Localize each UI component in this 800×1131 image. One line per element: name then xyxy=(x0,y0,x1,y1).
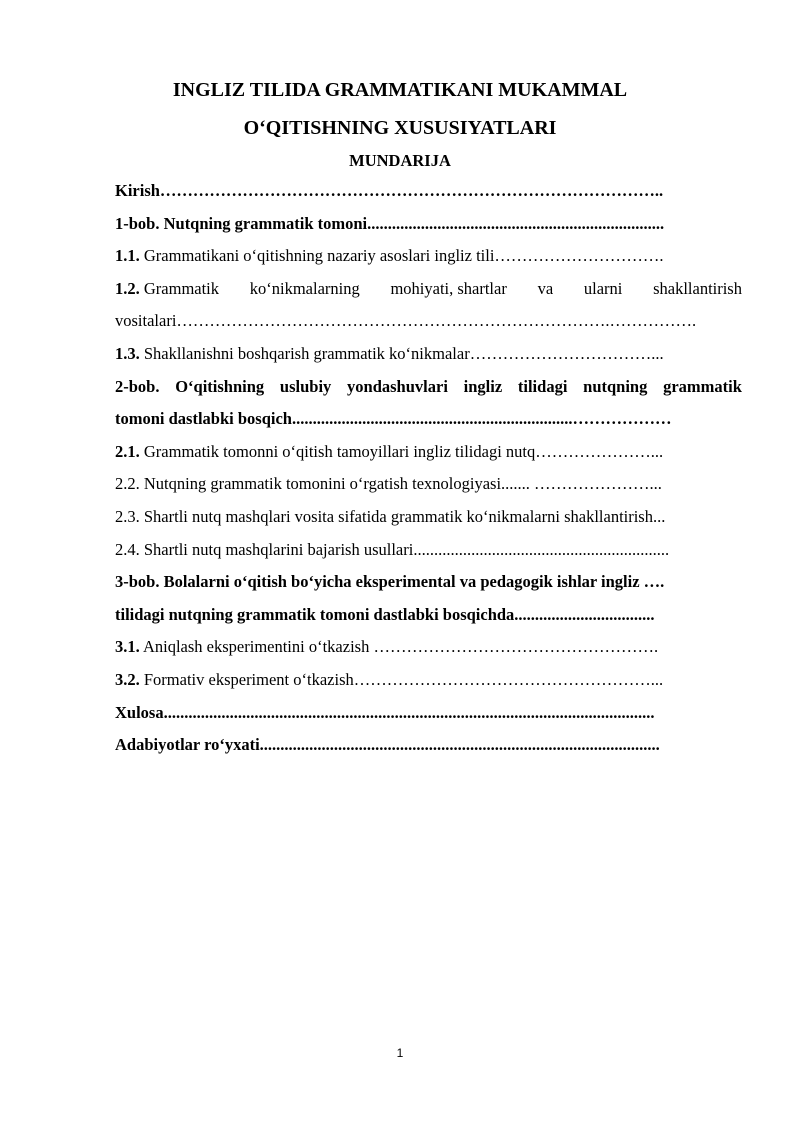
toc-word: O‘qitishning xyxy=(175,376,265,396)
document-title-line1: INGLIZ TILIDA GRAMMATIKANI MUKAMMAL xyxy=(172,79,628,101)
section-number: 3.1. xyxy=(115,637,140,657)
toc-entry-1-2-line2: vositalari…………………………………………………………………….……………. xyxy=(115,311,697,331)
toc-entry-chapter-2-line1 xyxy=(115,371,742,404)
toc-word: ko‘nikmalarning xyxy=(249,278,360,298)
section-title: Aniqlash eksperimentini o‘tkazish ……………………………………………. xyxy=(139,637,659,657)
section-number: 3.2. xyxy=(115,669,140,689)
table-of-contents xyxy=(115,175,742,762)
toc-word: shakllantirish xyxy=(653,278,742,298)
toc-entry-2-2: 2.2. Nutqning grammatik tomonini o‘rgatish texnologiyasi....... …………………... xyxy=(115,474,662,494)
toc-word: 1.2. Grammatik xyxy=(115,278,220,298)
toc-entry-2-3: 2.3. Shartli nutq mashqlari vosita sifatida grammatik ko‘nikmalarni shakllantirish... xyxy=(115,506,666,526)
section-title: Formativ eksperiment o‘tkazish………………………………………………... xyxy=(139,669,664,689)
section-number: 1.3. xyxy=(115,343,140,363)
toc-entry-chapter-1: 1-bob. Nutqning grammatik tomoni........................................................................ xyxy=(115,213,665,233)
document-title-line2: O‘QITISHNING XUSUSIYATLARI xyxy=(243,117,557,139)
toc-word: grammatik xyxy=(663,376,742,396)
section-number: 1.1. xyxy=(115,246,140,266)
toc-entry-3-1 xyxy=(115,631,742,664)
toc-heading: MUNDARIJA xyxy=(349,151,451,170)
toc-entry-1-1 xyxy=(115,240,742,273)
toc-word: ingliz xyxy=(463,376,503,396)
section-title: Grammatikani o‘qitishning nazariy asoslari ingliz tili…………………………. xyxy=(139,246,664,266)
toc-word: yondashuvlari xyxy=(347,376,448,396)
toc-entry-1-3 xyxy=(115,338,742,371)
toc-word: 2-bob. xyxy=(115,376,160,396)
section-title: Grammatik tomonni o‘qitish tamoyillari ingliz tilidagi nutq…………………... xyxy=(139,441,664,461)
toc-word: mohiyati, shartlar xyxy=(390,278,507,298)
toc-entry-3-2 xyxy=(115,664,742,697)
section-number: 1.2. xyxy=(115,278,140,298)
toc-entry-chapter-3-line1: 3-bob. Bolalarni o‘qitish bo‘yicha eksperimental va pedagogik ishlar ingliz …. xyxy=(115,572,665,592)
toc-entry-kirish: Kirish……………………………………………………………………………….. xyxy=(115,181,664,200)
toc-entry-2-1 xyxy=(115,436,742,469)
toc-entry-chapter-3-line2: tilidagi nutqning grammatik tomoni dastlabki bosqichda.................................. xyxy=(115,604,655,624)
toc-word: tilidagi xyxy=(517,376,568,396)
toc-entry-chapter-2-line2: tomoni dastlabki bosqich....................................................................……………… xyxy=(115,409,672,429)
toc-word: ularni xyxy=(583,278,623,298)
toc-word: va xyxy=(537,278,554,298)
section-number: 2.1. xyxy=(115,441,140,461)
toc-word: nutqning xyxy=(583,376,648,396)
toc-entry-adabiyotlar: Adabiyotlar ro‘yxati................................................................................................. xyxy=(115,735,660,755)
toc-entry-2-4: 2.4. Shartli nutq mashqlarini bajarish usullari.............................................................. xyxy=(115,539,670,559)
page-number: 1 xyxy=(396,1046,404,1060)
toc-entry-xulosa: Xulosa....................................................................................................................... xyxy=(115,702,655,722)
section-title: Shakllanishni boshqarish grammatik ko‘nikmalar……………………………... xyxy=(139,343,664,363)
toc-word: uslubiy xyxy=(279,376,332,396)
toc-entry-1-2-line1 xyxy=(115,273,742,306)
